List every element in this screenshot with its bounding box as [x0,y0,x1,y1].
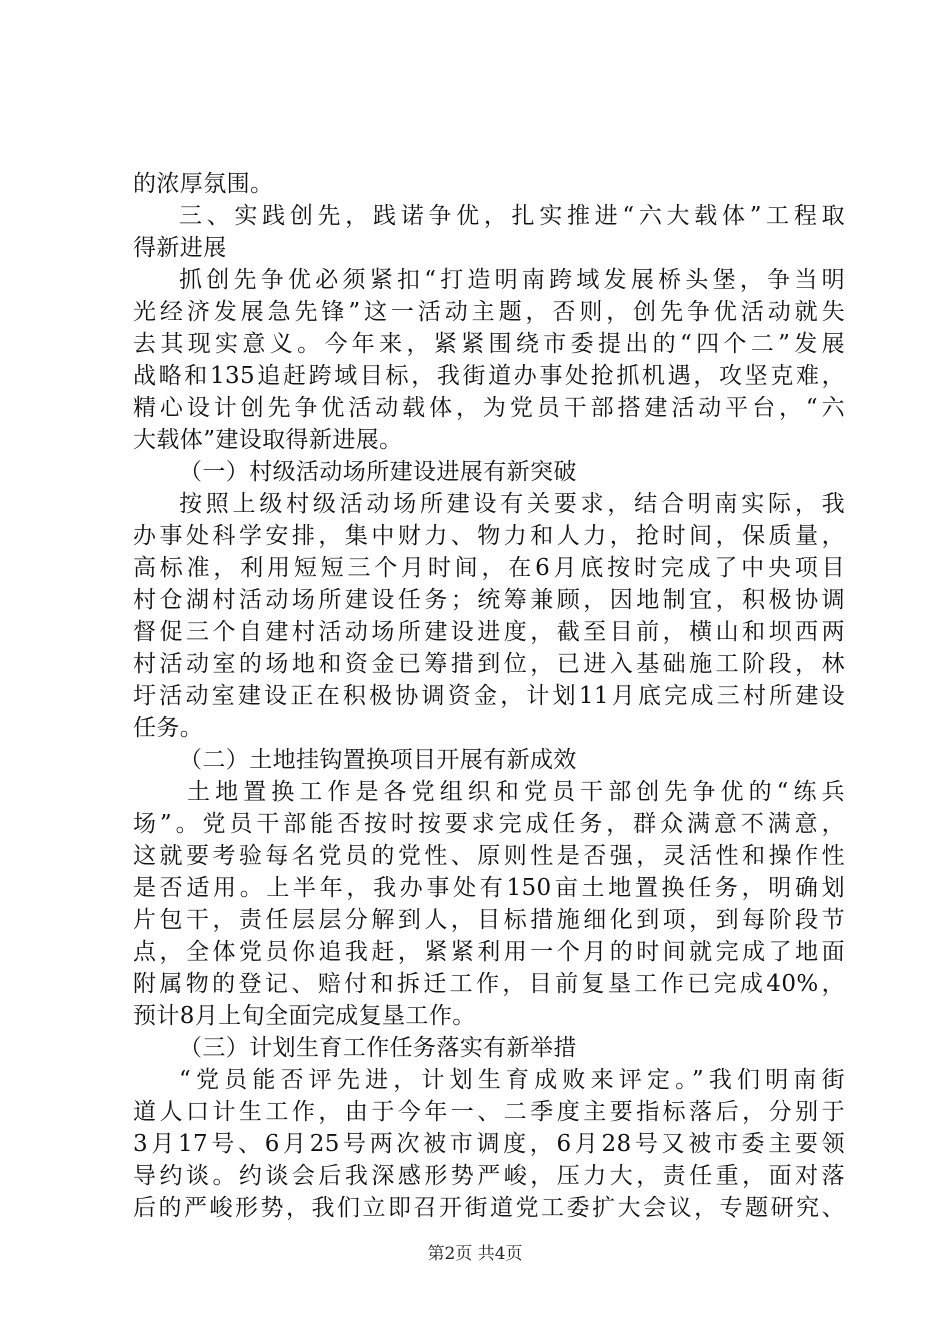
text-line: （一）村级活动场所建设进展有新突破 [179,459,577,485]
text-line: 土地置换工作是各党组织和党员干部创先争优的“练兵 [187,779,845,805]
text-line: 战略和135追赶跨域目标，我街道办事处抢抓机遇，攻坚克难， [133,363,845,389]
text-line: 光经济发展急先锋”这一活动主题，否则，创先争优活动就失 [133,299,845,325]
text-line: “党员能否评先进，计划生育成败来评定。”我们明南街 [179,1067,845,1093]
text-line: 道人口计生工作，由于今年一、二季度主要指标落后，分别于 [133,1099,845,1125]
text-line: 去其现实意义。今年来，紧紧围绕市委提出的“四个二”发展 [133,331,845,357]
text-line: 三、实践创先，践诺争优，扎实推进“六大载体”工程取 [179,203,845,229]
text-line: （三）计划生育工作任务落实有新举措 [179,1035,577,1061]
text-line: 导约谈。约谈会后我深感形势严峻，压力大，责任重，面对落 [133,1163,845,1189]
text-line: 督促三个自建村活动场所建设进度，截至目前，横山和坝西两 [133,619,845,645]
text-line: 得新进展 [133,235,227,261]
text-line: 按照上级村级活动场所建设有关要求，结合明南实际，我 [179,491,845,517]
text-line: 预计8月上旬全面完成复垦工作。 [133,1003,476,1029]
text-line: 这就要考验每名党员的党性、原则性是否强，灵活性和操作性 [133,843,845,869]
text-line: 圩活动室建设正在积极协调资金，计划11月底完成三村所建设 [133,683,845,709]
text-line: 3月17号、6月25号两次被市调度，6月28号又被市委主要领 [133,1131,845,1157]
text-line: 办事处科学安排，集中财力、物力和人力，抢时间，保质量， [133,523,845,549]
text-line: 片包干，责任层层分解到人，目标措施细化到项，到每阶段节 [133,907,845,933]
text-line: 精心设计创先争优活动载体，为党员干部搭建活动平台，“六 [133,395,845,421]
text-line: 是否适用。上半年，我办事处有150亩土地置换任务，明确划 [133,875,845,901]
text-line: 大载体”建设取得新进展。 [133,427,403,453]
text-line: 后的严峻形势，我们立即召开街道党工委扩大会议，专题研究、 [133,1195,845,1221]
text-line: 抓创先争优必须紧扣“打造明南跨域发展桥头堡，争当明 [179,267,845,293]
text-line: 点，全体党员你追我赶，紧紧利用一个月的时间就完成了地面 [133,939,845,965]
text-line: 村仓湖村活动场所建设任务；统筹兼顾，因地制宜，积极协调 [133,587,845,613]
document-body [133,168,845,1224]
text-line: （二）土地挂钩置换项目开展有新成效 [179,747,577,773]
text-line: 村活动室的场地和资金已筹措到位，已进入基础施工阶段，林 [133,651,845,677]
text-line: 附属物的登记、赔付和拆迁工作，目前复垦工作已完成40%， [133,971,845,997]
text-line: 高标准，利用短短三个月时间，在6月底按时完成了中央项目 [133,555,845,581]
text-line: 任务。 [133,715,204,741]
text-line: 场”。党员干部能否按时按要求完成任务，群众满意不满意， [133,811,845,837]
page-footer: 第2页 共4页 [427,1244,523,1264]
text-line: 的浓厚氛围。 [133,171,274,197]
